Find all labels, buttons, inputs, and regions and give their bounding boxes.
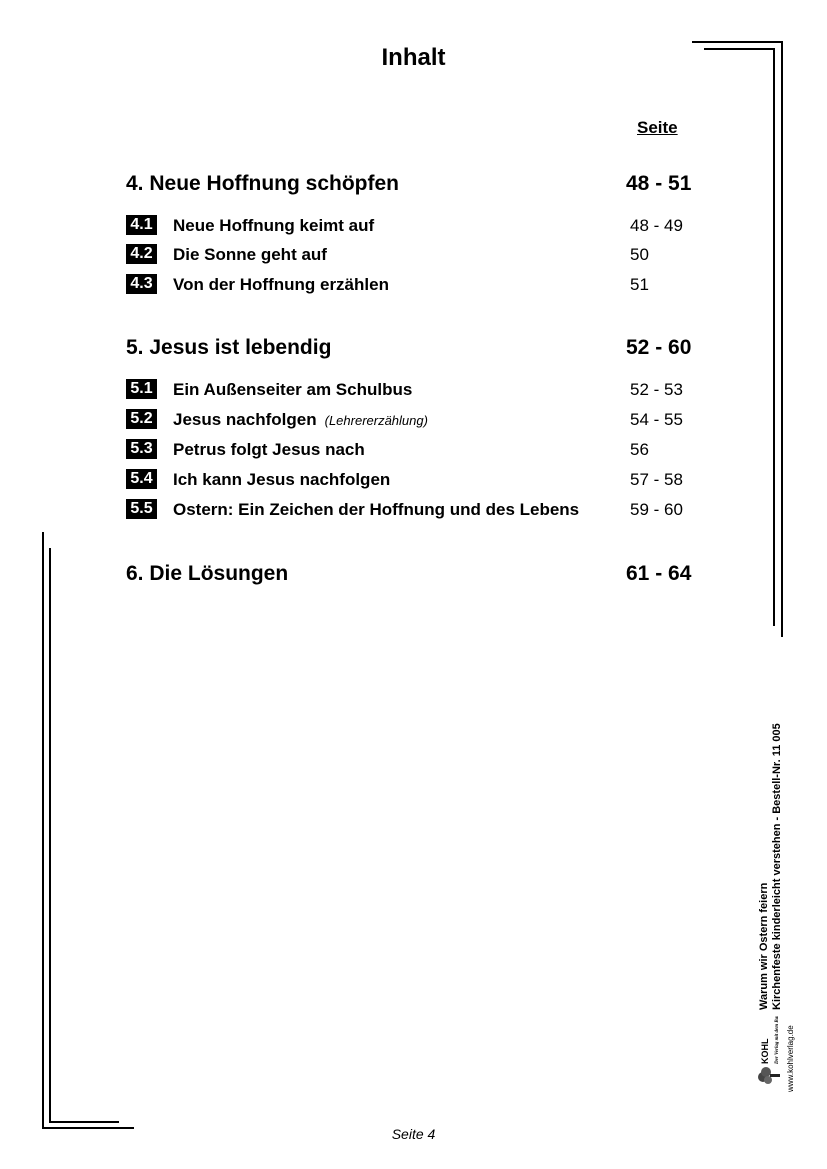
sidebar-book-title: Warum wir Ostern feiern bbox=[758, 882, 770, 1010]
chapter-pages: 52 - 60 bbox=[626, 336, 692, 359]
toc-entry-5-2 bbox=[126, 409, 696, 431]
chapter-title: 4. Neue Hoffnung schöpfen bbox=[126, 172, 399, 195]
sidebar-url: www.kohlverlag.de bbox=[786, 1025, 795, 1092]
frame-left-outer bbox=[42, 532, 44, 1129]
chapter-5 bbox=[126, 336, 696, 364]
entry-pages: 51 bbox=[630, 275, 649, 294]
toc-entry-4-3 bbox=[126, 274, 696, 296]
section-number-badge: 4.1 bbox=[126, 215, 157, 235]
chapter-title: 5. Jesus ist lebendig bbox=[126, 336, 332, 359]
entry-title: Ein Außenseiter am Schulbus bbox=[173, 380, 413, 399]
entry-title: Petrus folgt Jesus nach bbox=[173, 440, 365, 459]
entry-pages: 57 - 58 bbox=[630, 470, 683, 489]
entry-title: Von der Hoffnung erzählen bbox=[173, 275, 389, 294]
page-title: Inhalt bbox=[381, 44, 446, 71]
section-number-badge: 5.3 bbox=[126, 439, 157, 459]
toc-entry-5-1 bbox=[126, 379, 696, 401]
tree-logo-icon bbox=[756, 1016, 782, 1086]
frame-top-right-outer bbox=[692, 41, 783, 43]
section-number-badge: 5.2 bbox=[126, 409, 157, 429]
publisher-sidebar bbox=[756, 712, 800, 1092]
section-number-badge: 5.5 bbox=[126, 499, 157, 519]
toc-entry-4-2 bbox=[126, 244, 696, 266]
section-number-badge: 5.4 bbox=[126, 469, 157, 489]
chapter-6 bbox=[126, 562, 696, 590]
frame-right-inner bbox=[773, 48, 775, 626]
entry-title bbox=[173, 410, 428, 430]
publisher-logo bbox=[756, 1016, 782, 1086]
toc-entry-4-1 bbox=[126, 215, 696, 237]
logo-tagline: Der Verlag mit dem Baum bbox=[775, 1016, 780, 1064]
section-number-badge: 4.3 bbox=[126, 274, 157, 294]
entry-title: Die Sonne geht auf bbox=[173, 245, 327, 264]
entry-pages: 52 - 53 bbox=[630, 380, 683, 399]
frame-bottom-left-inner bbox=[49, 1121, 119, 1123]
entry-pages: 59 - 60 bbox=[630, 500, 683, 519]
page-footer: Seite 4 bbox=[391, 1126, 436, 1142]
entry-pages: 48 - 49 bbox=[630, 216, 683, 235]
sidebar-series-order: Kirchenfeste kinderleicht verstehen - Bestell-Nr. 11 005 bbox=[771, 723, 783, 1010]
entry-title: Ich kann Jesus nachfolgen bbox=[173, 470, 391, 489]
section-number-badge: 4.2 bbox=[126, 244, 157, 264]
chapter-4 bbox=[126, 172, 696, 200]
toc-entry-5-4 bbox=[126, 469, 696, 491]
logo-text: KOHL bbox=[760, 1038, 770, 1064]
chapter-title: 6. Die Lösungen bbox=[126, 562, 289, 585]
toc-entry-5-3 bbox=[126, 439, 696, 461]
chapter-pages: 48 - 51 bbox=[626, 172, 692, 195]
frame-right-outer bbox=[781, 41, 783, 637]
frame-left-inner bbox=[49, 548, 51, 1123]
entry-pages: 54 - 55 bbox=[630, 410, 683, 429]
entry-title: Ostern: Ein Zeichen der Hoffnung und des Lebens bbox=[173, 500, 580, 519]
chapter-pages: 61 - 64 bbox=[626, 562, 692, 585]
section-number-badge: 5.1 bbox=[126, 379, 157, 399]
toc-entry-5-5 bbox=[126, 499, 696, 521]
entry-pages: 50 bbox=[630, 245, 649, 264]
page-column-header: Seite bbox=[637, 118, 678, 137]
entry-note: (Lehrererzählung) bbox=[324, 413, 428, 428]
entry-title: Neue Hoffnung keimt auf bbox=[173, 216, 375, 235]
entry-pages: 56 bbox=[630, 440, 649, 459]
entry-title-text: Jesus nachfolgen bbox=[173, 410, 317, 429]
